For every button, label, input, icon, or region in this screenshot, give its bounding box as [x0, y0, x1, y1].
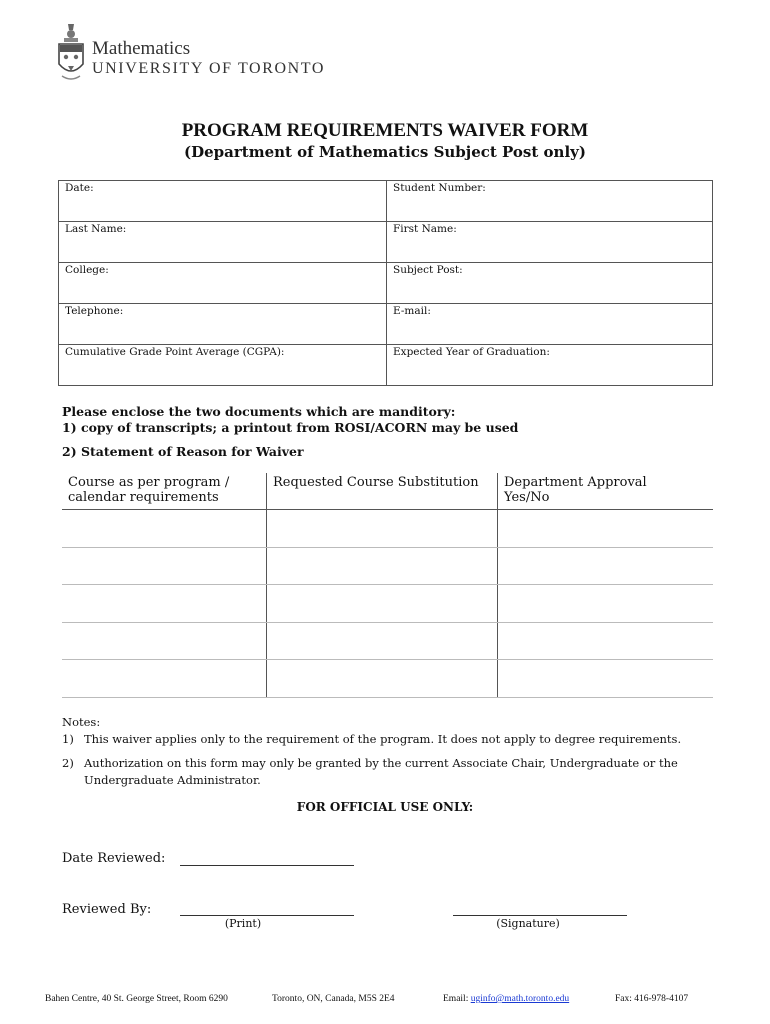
- course-cell[interactable]: [62, 622, 267, 660]
- field-label: Cumulative Grade Point Average (CGPA):: [65, 346, 285, 358]
- graduation-year-field[interactable]: [387, 345, 713, 386]
- note-text: Authorization on this form may only be granted by the current Associate Chair, Undergraduate or the Undergraduate Administrator.: [84, 756, 678, 787]
- reviewed-by-label: Reviewed By:: [62, 902, 152, 917]
- date-reviewed-line[interactable]: [180, 865, 354, 866]
- email-link[interactable]: uginfo@math.toronto.edu: [470, 994, 570, 1004]
- telephone-field[interactable]: [59, 304, 387, 345]
- email-field[interactable]: [387, 304, 713, 345]
- footer-email: [443, 994, 569, 1004]
- note-number: 2): [62, 756, 74, 770]
- university-name: UNIVERSITY OF TORONTO: [92, 60, 326, 77]
- info-row: [59, 222, 713, 263]
- college-field[interactable]: [59, 263, 387, 304]
- course-cell[interactable]: [62, 660, 267, 698]
- last-name-field[interactable]: [59, 222, 387, 263]
- print-name-line[interactable]: [180, 915, 354, 916]
- footer-city: Toronto, ON, Canada, M5S 2E4: [272, 994, 395, 1004]
- field-label: Expected Year of Graduation:: [393, 346, 550, 358]
- first-name-field[interactable]: [387, 222, 713, 263]
- field-label: First Name:: [393, 223, 457, 235]
- print-caption: (Print): [224, 917, 262, 930]
- table-row: [62, 660, 713, 698]
- approval-cell[interactable]: [498, 547, 714, 585]
- cgpa-field[interactable]: [59, 345, 387, 386]
- note-2: [62, 755, 714, 789]
- column-header-substitution: Requested Course Substitution: [267, 473, 498, 510]
- field-label: E-mail:: [393, 305, 431, 317]
- department-name: Mathematics: [92, 38, 191, 59]
- approval-cell[interactable]: [498, 622, 714, 660]
- form-title: PROGRAM REQUIREMENTS WAIVER FORM: [181, 120, 589, 141]
- substitution-cell[interactable]: [267, 585, 498, 623]
- substitution-cell[interactable]: [267, 547, 498, 585]
- course-cell[interactable]: [62, 510, 267, 548]
- note-number: 1): [62, 732, 74, 746]
- info-row: [59, 263, 713, 304]
- instructions-intro: Please enclose the two documents which are manditory:: [62, 404, 456, 419]
- course-cell[interactable]: [62, 547, 267, 585]
- signature-line[interactable]: [453, 915, 627, 916]
- signature-caption: (Signature): [496, 917, 560, 930]
- substitution-cell[interactable]: [267, 660, 498, 698]
- substitution-cell[interactable]: [267, 510, 498, 548]
- table-header-row: [62, 473, 713, 510]
- approval-cell[interactable]: [498, 585, 714, 623]
- table-row: [62, 622, 713, 660]
- course-substitution-table: [62, 473, 713, 698]
- university-crest-icon: [58, 22, 84, 84]
- student-number-field[interactable]: [387, 181, 713, 222]
- footer-fax: Fax: 416-978-4107: [615, 994, 689, 1004]
- field-label: Student Number:: [393, 182, 486, 194]
- info-row: [59, 181, 713, 222]
- instructions-item-1: 1) copy of transcripts; a printout from ROSI/ACORN may be used: [62, 420, 519, 435]
- column-header-course: Course as per program / calendar requirements: [62, 473, 267, 510]
- field-label: Last Name:: [65, 223, 127, 235]
- field-label: Subject Post:: [393, 264, 463, 276]
- date-field[interactable]: [59, 181, 387, 222]
- column-header-approval: Department Approval Yes/No: [498, 473, 714, 510]
- field-label: Date:: [65, 182, 94, 194]
- notes-label: Notes:: [62, 715, 101, 729]
- approval-cell[interactable]: [498, 660, 714, 698]
- date-reviewed-label: Date Reviewed:: [62, 851, 166, 866]
- table-row: [62, 547, 713, 585]
- form-subtitle: (Department of Mathematics Subject Post only): [184, 143, 586, 161]
- table-row: [62, 585, 713, 623]
- info-row: [59, 304, 713, 345]
- field-label: College:: [65, 264, 109, 276]
- student-info-table: [58, 180, 713, 386]
- subject-post-field[interactable]: [387, 263, 713, 304]
- official-use-heading: FOR OFFICIAL USE ONLY:: [296, 800, 474, 814]
- table-row: [62, 510, 713, 548]
- course-cell[interactable]: [62, 585, 267, 623]
- approval-cell[interactable]: [498, 510, 714, 548]
- info-row: [59, 345, 713, 386]
- note-1: [62, 731, 714, 748]
- field-label: Telephone:: [65, 305, 124, 317]
- note-text: This waiver applies only to the requirement of the program. It does not apply to degree requirements.: [84, 732, 682, 746]
- footer-address: Bahen Centre, 40 St. George Street, Room 6290: [45, 994, 228, 1004]
- instructions-item-2: 2) Statement of Reason for Waiver: [62, 444, 304, 459]
- footer-email-label: Email:: [443, 994, 471, 1004]
- substitution-cell[interactable]: [267, 622, 498, 660]
